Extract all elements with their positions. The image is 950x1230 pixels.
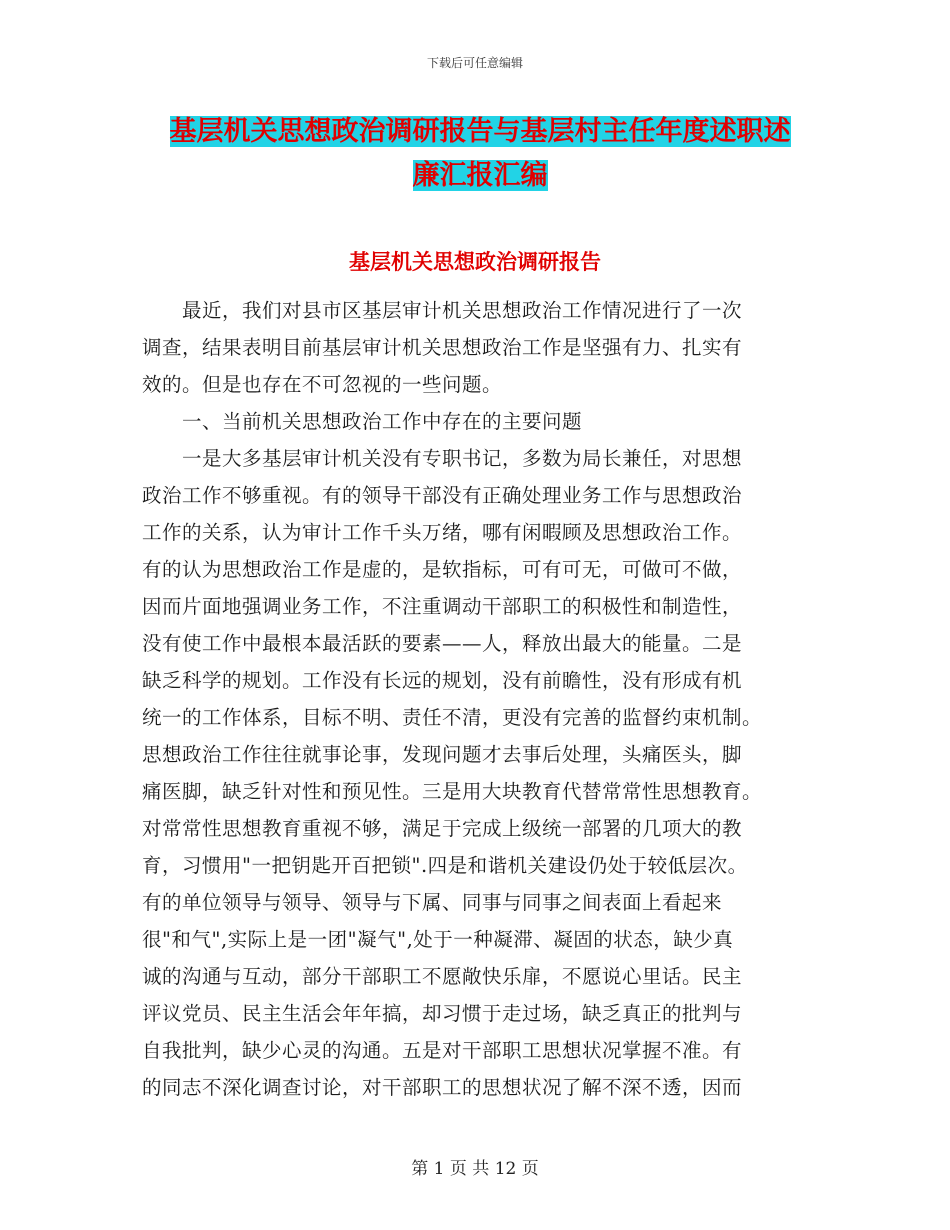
body-line: 一、当前机关思想政治工作中存在的主要问题 [142,410,583,433]
body-line: 一是大多基层审计机关没有专职书记，多数为局长兼任，对思想 [142,447,743,470]
body-line: 工作的关系，认为审计工作千头万绪，哪有闲暇顾及思想政治工作。 [142,521,743,544]
body-line: 评议党员、民主生活会年年搞，却习惯于走过场，缺乏真正的批判与 [142,1002,743,1025]
body-line: 思想政治工作往往就事论事，发现问题才去事后处理，头痛医头，脚 [142,743,743,766]
body-line: 痛医脚，缺乏针对性和预见性。三是用大块教育代替常常性思想教育。 [142,780,763,803]
body-line: 因而片面地强调业务工作，不注重调动干部职工的积极性和制造性， [142,595,743,618]
body-line: 诚的沟通与互动，部分干部职工不愿敞快乐扉，不愿说心里话。民主 [142,965,743,988]
body-line: 育，习惯用"一把钥匙开百把锁".四是和谐机关建设仍处于较低层次。 [142,854,748,877]
body-line: 没有使工作中最根本最活跃的要素——人，释放出最大的能量。二是 [142,632,743,655]
document-title-line-2: 廉汇报汇编 [412,160,548,191]
body-line: 最近，我们对县市区基层审计机关思想政治工作情况进行了一次 [142,299,743,322]
section-title: 基层机关思想政治调研报告 [349,250,601,274]
page-number-footer: 第 1 页 共 12 页 [411,1159,539,1179]
body-line: 调查，结果表明目前基层审计机关思想政治工作是坚强有力、扎实有 [142,336,743,359]
body-line: 政治工作不够重视。有的领导干部没有正确处理业务工作与思想政治 [142,484,743,507]
body-line: 效的。但是也存在不可忽视的一些问题。 [142,373,503,396]
body-line: 有的认为思想政治工作是虚的，是软指标，可有可无，可做可不做， [142,558,743,581]
document-title-line-1: 基层机关思想政治调研报告与基层村主任年度述职述 [169,116,791,147]
body-line: 缺乏科学的规划。工作没有长远的规划，没有前瞻性，没有形成有机 [142,669,743,692]
body-line: 对常常性思想教育重视不够，满足于完成上级统一部署的几项大的教 [142,817,743,840]
header-note: 下载后可任意编辑 [426,56,523,70]
body-line: 的同志不深化调查讨论，对干部职工的思想状况了解不深不透，因而 [142,1076,743,1099]
body-text [142,292,812,1106]
body-line: 很"和气",实际上是一团"凝气",处于一种凝滞、凝固的状态，缺少真 [142,928,734,951]
body-line: 自我批判，缺少心灵的沟通。五是对干部职工思想状况掌握不准。有 [142,1039,743,1062]
body-line: 有的单位领导与领导、领导与下属、同事与同事之间表面上看起来 [142,891,723,914]
document-title [140,110,820,198]
body-line: 统一的工作体系，目标不明、责任不清，更没有完善的监督约束机制。 [142,706,763,729]
